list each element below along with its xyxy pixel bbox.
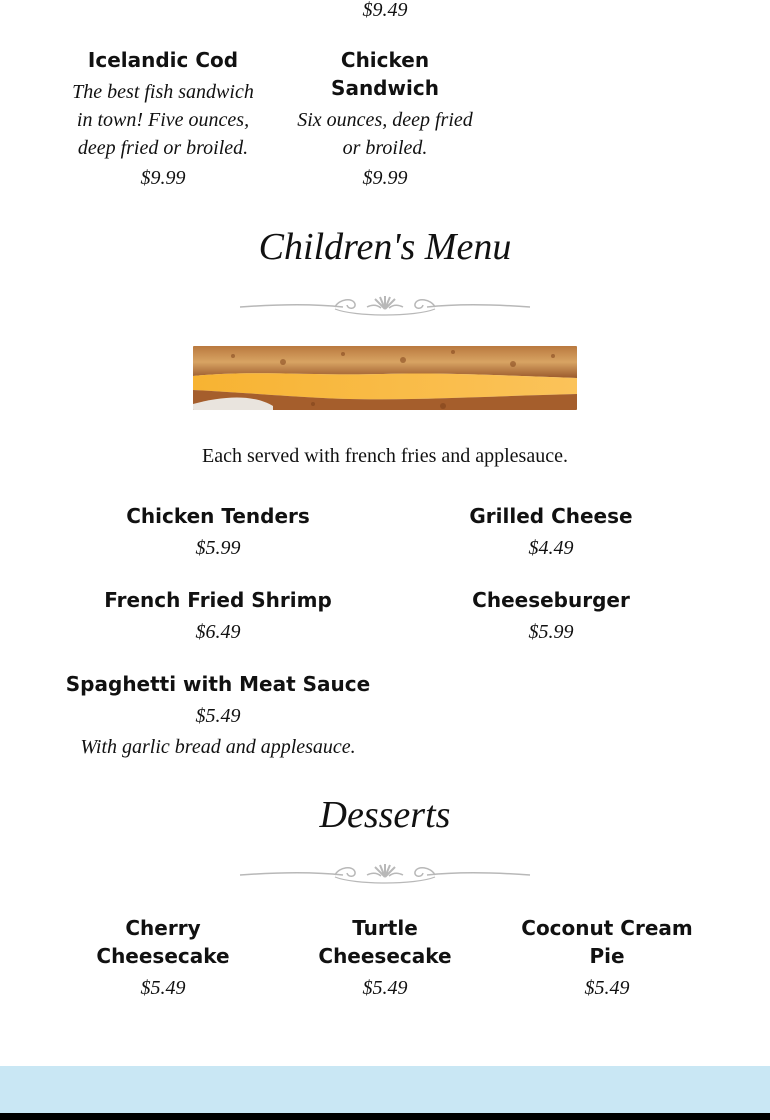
item-name: Chicken Sandwich bbox=[331, 48, 439, 100]
item-name: Icelandic Cod bbox=[87, 48, 239, 72]
footer-bar bbox=[0, 1113, 770, 1120]
item-name: Coconut Cream Pie bbox=[521, 916, 693, 968]
item-price: $4.49 bbox=[528, 537, 574, 559]
menu-item-spaghetti-with-meat-sauce bbox=[48, 670, 388, 760]
item-price: $9.99 bbox=[140, 167, 186, 189]
item-name: Cherry Cheesecake bbox=[96, 916, 230, 968]
menu-item-french-fried-shrimp bbox=[68, 586, 368, 644]
item-price: $5.99 bbox=[195, 537, 241, 559]
childrens-menu-note: Each served with french fries and applesauce. bbox=[202, 445, 568, 467]
menu-item-cherry-cheesecake bbox=[68, 914, 258, 1000]
item-description: With garlic bread and applesauce. bbox=[80, 736, 356, 758]
menu-item-grilled-cheese bbox=[401, 502, 701, 560]
menu-item-icelandic-cod bbox=[63, 46, 263, 190]
item-name: Turtle Cheesecake bbox=[318, 916, 452, 968]
previous-item-price: $9.49 bbox=[362, 0, 408, 21]
menu-item-chicken-tenders bbox=[68, 502, 368, 560]
section-title-desserts: Desserts bbox=[319, 794, 451, 836]
item-name: Grilled Cheese bbox=[469, 504, 633, 528]
grilled-cheese-image bbox=[193, 346, 577, 410]
item-price: $5.49 bbox=[584, 977, 630, 999]
section-title-childrens-menu: Children's Menu bbox=[258, 226, 512, 268]
item-name: Cheeseburger bbox=[472, 588, 630, 612]
item-price: $5.49 bbox=[195, 705, 241, 727]
item-description: The best fish sandwich in town! Five ounces, deep fried or broiled. bbox=[72, 81, 254, 159]
item-price: $5.99 bbox=[528, 621, 574, 643]
ornament-divider-icon bbox=[235, 863, 535, 887]
item-name: Spaghetti with Meat Sauce bbox=[65, 672, 371, 696]
item-name: Chicken Tenders bbox=[126, 504, 310, 528]
footer-band bbox=[0, 1066, 770, 1113]
menu-item-chicken-sandwich bbox=[290, 46, 480, 190]
ornament-divider-icon bbox=[235, 295, 535, 319]
item-price: $6.49 bbox=[195, 621, 241, 643]
item-name: French Fried Shrimp bbox=[104, 588, 332, 612]
menu-item-turtle-cheesecake bbox=[290, 914, 480, 1000]
menu-item-cheeseburger bbox=[401, 586, 701, 644]
menu-item-coconut-cream-pie bbox=[512, 914, 702, 1000]
item-price: $5.49 bbox=[362, 977, 408, 999]
item-price: $5.49 bbox=[140, 977, 186, 999]
item-price: $9.99 bbox=[362, 167, 408, 189]
item-description: Six ounces, deep fried or broiled. bbox=[297, 109, 473, 159]
